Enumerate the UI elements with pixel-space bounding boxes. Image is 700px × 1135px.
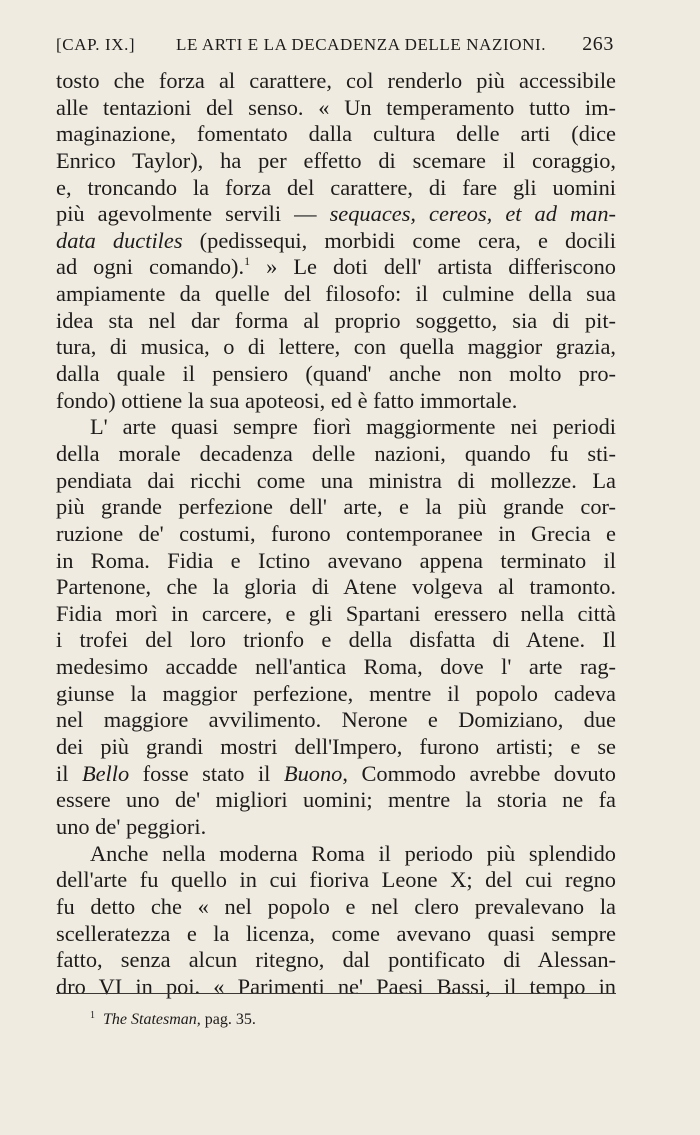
latin-quote: data ductiles [56, 227, 183, 253]
emphasis: Bello [81, 760, 130, 786]
text-run: il [56, 760, 82, 786]
text-line: dell'arte fu quello in cui fioriva Leone X; del cui regno [56, 867, 616, 893]
text-line [56, 201, 616, 228]
emphasis: Buono [283, 760, 343, 786]
footnote-text: pag. 35. [200, 1011, 256, 1028]
latin-quote: sequaces, cereos, et ad man- [329, 201, 616, 227]
text-line: Fidia morì in carcere, e gli Spartani eressero nella città [56, 600, 616, 626]
text-line: fatto, senza alcun ritegno, dal pontificato di Alessan- [56, 947, 616, 973]
text-line: Partenone, che la gloria di Atene volgeva al tramonto. [56, 574, 616, 600]
text-line: e, troncando la forza del carattere, di fare gli uomini [56, 174, 616, 200]
running-header [56, 35, 614, 61]
footnote-divider [56, 993, 616, 994]
text-line: uno de' peggiori. [56, 813, 207, 839]
text-line: in Roma. Fidia e Ictino avevano appena terminato il [56, 547, 616, 573]
text-line: tura, di musica, o di lettere, con quella maggior grazia, [56, 334, 616, 360]
text-run: , Commodo avrebbe dovuto [342, 760, 617, 786]
text-line: tosto che forza al carattere, col renderlo più accessibile [56, 68, 616, 93]
text-run: fosse stato il [129, 760, 284, 786]
text-line: pendiata dai ricchi come una ministra di mollezze. La [56, 467, 616, 493]
text-run: » Le doti dell' artista differiscono [250, 254, 617, 280]
text-line: dalla quale il pensiero (quand' anche non molto pro- [56, 361, 616, 387]
footnote-reference: 1 [244, 254, 251, 269]
paragraph-start: Anche nella moderna Roma il periodo più splendido [90, 840, 616, 866]
text-line: fu detto che « nel popolo e nel clero prevalevano la [56, 893, 616, 919]
text-line: Enrico Taylor), ha per effetto di scemare il coraggio, [56, 147, 616, 173]
text-line [56, 761, 616, 788]
text-line: più grande perfezione dell' arte, e la più grande cor- [56, 494, 616, 520]
footnote-marker: 1 [90, 1010, 95, 1021]
text-line: maginazione, fomentato dalla cultura delle arti (dice [56, 121, 616, 147]
footnote-source-title: The Statesman, [103, 1011, 201, 1028]
chapter-label: [CAP. IX.] [56, 35, 136, 54]
text-line: alle tentazioni del senso. « Un temperamento tutto im- [56, 94, 616, 120]
footnote [90, 1011, 256, 1029]
text-line: ampiamente da quelle del filosofo: il culmine della sua [56, 281, 616, 307]
text-line: giunse la maggior perfezione, mentre il popolo cadeva [56, 680, 616, 706]
text-line: i trofei del loro trionfo e della disfatta di Atene. Il [56, 627, 616, 653]
text-line: essere uno de' migliori uomini; mentre la storia ne fa [56, 787, 616, 813]
text-line: fondo) ottiene la sua apoteosi, ed è fatto immortale. [56, 387, 518, 413]
text-line: dro VI in poi. « Parimenti ne' Paesi Bassi, il tempo in [56, 973, 616, 999]
text-line [56, 228, 616, 255]
text-line: medesimo accadde nell'antica Roma, dove l' arte rag- [56, 654, 616, 680]
text-line: della morale decadenza delle nazioni, quando fu sti- [56, 440, 616, 466]
page-number: 263 [582, 33, 614, 55]
text-line: scelleratezza e la licenza, come avevano quasi sempre [56, 920, 616, 946]
text-run: (pedissequi, morbidi come cera, e docili [182, 227, 616, 253]
text-line: nel maggiore avvilimento. Nerone e Domiziano, due [56, 707, 616, 733]
running-title: LE ARTI E LA DECADENZA DELLE NAZIONI. [176, 35, 547, 54]
text-line [56, 254, 616, 281]
text-line: dei più grandi mostri dell'Impero, furono artisti; e se [56, 734, 616, 760]
paragraph-start: L' arte quasi sempre fiorì maggiormente nei periodi [90, 414, 616, 440]
body-text [56, 68, 616, 1000]
text-run: più agevolmente servili — [56, 201, 330, 227]
text-line: ruzione de' costumi, furono contemporanee in Grecia e [56, 520, 616, 546]
text-line: idea sta nel dar forma al proprio soggetto, sia di pit- [56, 307, 616, 333]
text-run: ad ogni comando). [56, 254, 245, 280]
